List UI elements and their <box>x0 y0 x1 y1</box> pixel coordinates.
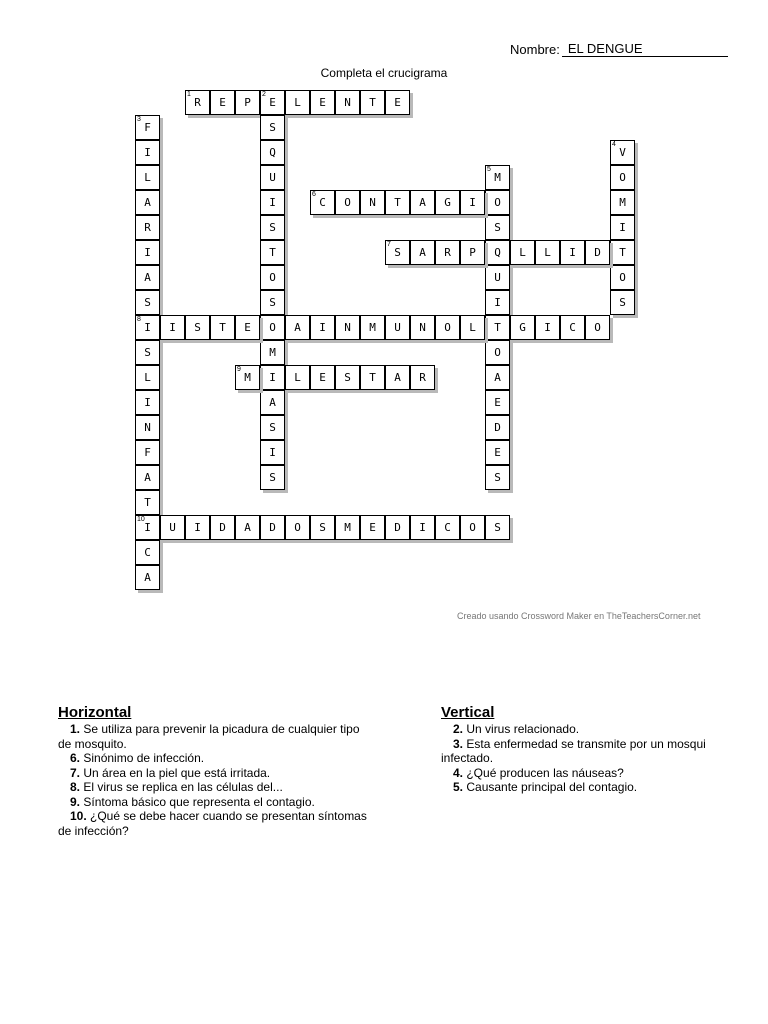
crossword-cell[interactable] <box>610 215 635 240</box>
cell-letter: N <box>144 421 151 434</box>
cell-letter: O <box>494 346 501 359</box>
crossword-cell[interactable] <box>410 315 435 340</box>
cell-letter: A <box>494 371 501 384</box>
cell-letter: N <box>344 321 351 334</box>
crossword-cell[interactable] <box>460 515 485 540</box>
clue-item <box>441 722 761 737</box>
cell-letter: I <box>169 321 176 334</box>
crossword-cell[interactable] <box>485 265 510 290</box>
clue-text: ¿Qué producen las náuseas? <box>463 765 624 780</box>
crossword-cell[interactable] <box>360 515 385 540</box>
cell-letter: L <box>144 171 151 184</box>
cell-letter: I <box>144 246 151 259</box>
cell-letter: P <box>469 246 476 259</box>
crossword-cell[interactable] <box>610 140 635 165</box>
crossword-cell[interactable] <box>385 90 410 115</box>
cell-letter: D <box>219 521 226 534</box>
cell-letter: A <box>294 321 301 334</box>
crossword-cell[interactable] <box>335 90 360 115</box>
clue-number: 6. <box>70 751 81 765</box>
cell-letter: Q <box>494 246 501 259</box>
clue-number: 1. <box>70 722 81 736</box>
crossword-cell[interactable] <box>360 365 385 390</box>
clue-item <box>58 780 388 795</box>
cell-letter: S <box>394 246 401 259</box>
cell-letter: A <box>144 471 151 484</box>
cell-letter: U <box>394 321 401 334</box>
horizontal-clues <box>58 704 388 838</box>
cell-letter: G <box>444 196 451 209</box>
cell-letter: R <box>194 96 201 109</box>
cell-letter: T <box>369 96 376 109</box>
crossword-cell[interactable] <box>435 315 460 340</box>
clue-text: Síntoma básico que representa el contagio. <box>80 794 315 809</box>
clue-text: ¿Qué se debe hacer cuando se presentan síntomas <box>86 809 367 823</box>
cell-letter: T <box>219 321 226 334</box>
cell-letter: O <box>344 196 351 209</box>
cell-letter: A <box>244 521 251 534</box>
cell-letter: I <box>144 146 151 159</box>
crossword-cell[interactable] <box>485 315 510 340</box>
clue-item <box>58 722 388 737</box>
cell-letter: I <box>619 221 626 234</box>
cell-letter: R <box>144 221 151 234</box>
cell-letter: E <box>319 96 326 109</box>
crossword-cell[interactable] <box>135 315 160 340</box>
crossword-cell[interactable] <box>135 215 160 240</box>
cell-letter: M <box>619 196 626 209</box>
cell-letter: T <box>144 496 151 509</box>
crossword-cell[interactable] <box>460 190 485 215</box>
cell-letter: N <box>369 196 376 209</box>
cell-number: 3 <box>137 116 141 123</box>
cell-letter: E <box>244 321 251 334</box>
clue-text: Se utiliza para prevenir la picadura de cualquier tipo <box>80 722 360 736</box>
crossword-cell[interactable] <box>135 365 160 390</box>
crossword-cell[interactable] <box>410 515 435 540</box>
clue-number: 5. <box>453 780 464 794</box>
cell-letter: I <box>469 196 476 209</box>
credit-text: Creado usando Crossword Maker en TheTeachersCorner.net <box>457 611 701 621</box>
crossword-cell[interactable] <box>485 215 510 240</box>
clue-item <box>441 737 761 752</box>
clue-item <box>58 751 388 766</box>
cell-letter: M <box>369 321 376 334</box>
clue-item <box>441 766 761 781</box>
crossword-cell[interactable] <box>260 140 285 165</box>
crossword-cell[interactable] <box>310 315 335 340</box>
cell-number: 5 <box>487 166 491 173</box>
crossword-cell[interactable] <box>260 365 285 390</box>
crossword-cell[interactable] <box>135 340 160 365</box>
crossword-cell[interactable] <box>160 315 185 340</box>
crossword-cell[interactable] <box>535 240 560 265</box>
vertical-heading: Vertical <box>441 704 495 721</box>
crossword-cell[interactable] <box>285 90 310 115</box>
crossword-cell[interactable] <box>410 240 435 265</box>
crossword-cell[interactable] <box>510 315 535 340</box>
clue-item <box>58 809 388 824</box>
crossword-cell[interactable] <box>260 215 285 240</box>
crossword-cell[interactable] <box>510 240 535 265</box>
vertical-clues <box>441 704 761 795</box>
cell-letter: L <box>294 96 301 109</box>
cell-letter: S <box>319 521 326 534</box>
crossword-cell[interactable] <box>260 390 285 415</box>
clue-number: 10. <box>70 809 87 823</box>
crossword-cell[interactable] <box>560 315 585 340</box>
cell-letter: O <box>594 321 601 334</box>
crossword-cell[interactable] <box>485 415 510 440</box>
name-row <box>510 42 728 57</box>
crossword-cell[interactable] <box>335 190 360 215</box>
crossword-cell[interactable] <box>585 240 610 265</box>
crossword-cell[interactable] <box>260 340 285 365</box>
cell-letter: I <box>494 296 501 309</box>
cell-letter: L <box>544 246 551 259</box>
clue-number: 7. <box>70 765 81 780</box>
cell-letter: D <box>494 421 501 434</box>
clue-text: Causante principal del contagio. <box>463 780 638 794</box>
crossword-cell[interactable] <box>135 515 160 540</box>
crossword-cell[interactable] <box>335 365 360 390</box>
crossword-cell[interactable] <box>210 515 235 540</box>
crossword-cell[interactable] <box>610 240 635 265</box>
cell-letter: I <box>144 321 151 334</box>
crossword-cell[interactable] <box>385 315 410 340</box>
cell-letter: O <box>269 271 276 284</box>
clue-number: 2. <box>453 722 464 736</box>
crossword-cell[interactable] <box>135 165 160 190</box>
crossword-cell[interactable] <box>135 440 160 465</box>
cell-letter: I <box>269 371 276 384</box>
cell-letter: R <box>419 371 426 384</box>
cell-letter: L <box>469 321 476 334</box>
crossword-cell[interactable] <box>485 440 510 465</box>
cell-letter: U <box>169 521 176 534</box>
crossword-cell[interactable] <box>485 365 510 390</box>
cell-letter: S <box>269 296 276 309</box>
crossword-cell[interactable] <box>135 415 160 440</box>
cell-letter: Q <box>269 146 276 159</box>
cell-letter: S <box>269 471 276 484</box>
cell-letter: S <box>269 421 276 434</box>
crossword-cell[interactable] <box>135 265 160 290</box>
cell-letter: A <box>144 196 151 209</box>
cell-letter: M <box>344 521 351 534</box>
crossword-cell[interactable] <box>385 240 410 265</box>
crossword-cell[interactable] <box>235 365 260 390</box>
cell-letter: S <box>194 321 201 334</box>
crossword-cell[interactable] <box>335 315 360 340</box>
crossword-cell[interactable] <box>135 115 160 140</box>
cell-letter: S <box>269 221 276 234</box>
cell-letter: I <box>269 196 276 209</box>
crossword-cell[interactable] <box>385 365 410 390</box>
cell-letter: S <box>269 121 276 134</box>
clue-text: El virus se replica en las células del... <box>80 780 283 794</box>
cell-letter: C <box>319 196 326 209</box>
crossword-cell[interactable] <box>485 515 510 540</box>
cell-letter: O <box>294 521 301 534</box>
cell-number: 10 <box>137 516 145 523</box>
cell-letter: A <box>144 571 151 584</box>
clue-number: 8. <box>70 780 81 794</box>
cell-letter: A <box>419 246 426 259</box>
cell-letter: O <box>444 321 451 334</box>
cell-letter: M <box>244 371 251 384</box>
cell-letter: M <box>494 171 501 184</box>
cell-letter: E <box>269 96 276 109</box>
cell-letter: T <box>269 246 276 259</box>
cell-letter: N <box>419 321 426 334</box>
crossword-cell[interactable] <box>135 390 160 415</box>
cell-letter: R <box>444 246 451 259</box>
crossword-cell[interactable] <box>460 315 485 340</box>
cell-letter: E <box>494 446 501 459</box>
cell-number: 1 <box>187 91 191 98</box>
cell-letter: U <box>269 171 276 184</box>
cell-letter: I <box>569 246 576 259</box>
crossword-cell[interactable] <box>360 90 385 115</box>
cell-letter: U <box>494 271 501 284</box>
cell-number: 7 <box>387 241 391 248</box>
crossword-cell[interactable] <box>285 515 310 540</box>
cell-letter: E <box>319 371 326 384</box>
cell-letter: T <box>619 246 626 259</box>
crossword-cell[interactable] <box>410 190 435 215</box>
cell-letter: S <box>494 521 501 534</box>
crossword-cell[interactable] <box>260 190 285 215</box>
clue-text: Un área en la piel que está irritada. <box>80 765 271 780</box>
crossword-cell[interactable] <box>185 515 210 540</box>
crossword-cell[interactable] <box>260 465 285 490</box>
cell-letter: S <box>619 296 626 309</box>
crossword-cell[interactable] <box>260 440 285 465</box>
clue-item <box>58 795 388 810</box>
crossword-cell[interactable] <box>310 515 335 540</box>
crossword-cell[interactable] <box>285 315 310 340</box>
cell-letter: C <box>444 521 451 534</box>
cell-letter: N <box>344 96 351 109</box>
cell-letter: I <box>144 396 151 409</box>
cell-letter: O <box>494 196 501 209</box>
cell-letter: T <box>394 196 401 209</box>
crossword-cell[interactable] <box>560 240 585 265</box>
cell-letter: P <box>244 96 251 109</box>
crossword-cell[interactable] <box>485 465 510 490</box>
cell-letter: V <box>619 146 626 159</box>
clue-text: Sinónimo de infección. <box>80 751 205 765</box>
crossword-cell[interactable] <box>610 165 635 190</box>
cell-letter: L <box>519 246 526 259</box>
cell-letter: S <box>144 346 151 359</box>
clue-item <box>58 766 388 781</box>
cell-number: 6 <box>312 191 316 198</box>
crossword-cell[interactable] <box>260 315 285 340</box>
cell-letter: T <box>369 371 376 384</box>
cell-letter: O <box>619 271 626 284</box>
cell-letter: C <box>144 546 151 559</box>
cell-number: 9 <box>237 366 241 373</box>
cell-letter: F <box>144 446 151 459</box>
crossword-cell[interactable] <box>535 315 560 340</box>
crossword-cell[interactable] <box>160 515 185 540</box>
clue-number: 4. <box>453 765 464 780</box>
crossword-cell[interactable] <box>485 390 510 415</box>
cell-number: 8 <box>137 316 141 323</box>
crossword-cell[interactable] <box>260 90 285 115</box>
cell-letter: I <box>319 321 326 334</box>
crossword-cell[interactable] <box>185 90 210 115</box>
crossword-cell[interactable] <box>435 515 460 540</box>
cell-letter: G <box>519 321 526 334</box>
crossword-cell[interactable] <box>135 565 160 590</box>
crossword-cell[interactable] <box>135 140 160 165</box>
cell-letter: L <box>294 371 301 384</box>
crossword-cell[interactable] <box>310 190 335 215</box>
cell-letter: F <box>144 121 151 134</box>
clue-item <box>441 780 761 795</box>
cell-letter: I <box>144 521 151 534</box>
crossword-cell[interactable] <box>260 290 285 315</box>
crossword-cell[interactable] <box>435 190 460 215</box>
cell-letter: I <box>419 521 426 534</box>
crossword-cell[interactable] <box>235 315 260 340</box>
crossword-cell[interactable] <box>135 490 160 515</box>
crossword-cell[interactable] <box>260 415 285 440</box>
cell-number: 2 <box>262 91 266 98</box>
crossword-cell[interactable] <box>585 315 610 340</box>
crossword-cell[interactable] <box>360 190 385 215</box>
cell-number: 4 <box>612 141 616 148</box>
crossword-cell[interactable] <box>310 90 335 115</box>
cell-letter: S <box>344 371 351 384</box>
cell-letter: E <box>394 96 401 109</box>
clue-number: 9. <box>70 794 81 809</box>
cell-letter: M <box>269 346 276 359</box>
cell-letter: L <box>144 371 151 384</box>
crossword-cell[interactable] <box>310 365 335 390</box>
cell-letter: A <box>419 196 426 209</box>
crossword-cell[interactable] <box>235 515 260 540</box>
cell-letter: T <box>494 321 501 334</box>
cell-letter: E <box>219 96 226 109</box>
crossword-cell[interactable] <box>135 290 160 315</box>
clue-text-continued: infectado. <box>441 751 494 765</box>
crossword-cell[interactable] <box>485 190 510 215</box>
crossword-cell[interactable] <box>485 290 510 315</box>
cell-letter: A <box>269 396 276 409</box>
crossword-cell[interactable] <box>460 240 485 265</box>
crossword-cell[interactable] <box>335 515 360 540</box>
crossword-cell[interactable] <box>135 465 160 490</box>
clue-text: Esta enfermedad se transmite por un mosqui <box>463 736 706 751</box>
crossword-cell[interactable] <box>610 290 635 315</box>
crossword-cell[interactable] <box>210 315 235 340</box>
cell-letter: D <box>394 521 401 534</box>
crossword-cell[interactable] <box>210 90 235 115</box>
cell-letter: A <box>394 371 401 384</box>
crossword-cell[interactable] <box>260 115 285 140</box>
cell-letter: A <box>144 271 151 284</box>
cell-letter: S <box>144 296 151 309</box>
crossword-cell[interactable] <box>260 165 285 190</box>
cell-letter: I <box>269 446 276 459</box>
cell-letter: I <box>194 521 201 534</box>
crossword-cell[interactable] <box>235 90 260 115</box>
clue-text-continued: de infección? <box>58 823 129 838</box>
cell-letter: E <box>369 521 376 534</box>
page-title: Completa el crucigrama <box>320 66 448 80</box>
crossword-cell[interactable] <box>410 365 435 390</box>
crossword-cell[interactable] <box>135 240 160 265</box>
crossword-cell[interactable] <box>610 265 635 290</box>
cell-letter: I <box>544 321 551 334</box>
cell-letter: O <box>269 321 276 334</box>
cell-letter: E <box>494 396 501 409</box>
clue-number: 3. <box>453 736 464 751</box>
clue-text: Un virus relacionado. <box>463 722 580 736</box>
cell-letter: S <box>494 221 501 234</box>
cell-letter: C <box>569 321 576 334</box>
horizontal-heading: Horizontal <box>58 704 132 721</box>
crossword-cell[interactable] <box>260 265 285 290</box>
cell-letter: O <box>619 171 626 184</box>
crossword-cell[interactable] <box>285 365 310 390</box>
crossword-cell[interactable] <box>610 190 635 215</box>
crossword-cell[interactable] <box>385 190 410 215</box>
crossword-cell[interactable] <box>135 190 160 215</box>
cell-letter: D <box>269 521 276 534</box>
name-label: Nombre: <box>510 42 560 57</box>
crossword-cell[interactable] <box>185 315 210 340</box>
crossword-cell[interactable] <box>260 240 285 265</box>
crossword-cell[interactable] <box>485 165 510 190</box>
clue-text-continued: de mosquito. <box>58 736 127 751</box>
crossword-cell[interactable] <box>485 240 510 265</box>
crossword-cell[interactable] <box>435 240 460 265</box>
cell-letter: D <box>594 246 601 259</box>
cell-letter: S <box>494 471 501 484</box>
crossword-cell[interactable] <box>135 540 160 565</box>
crossword-cell[interactable] <box>260 515 285 540</box>
crossword-cell[interactable] <box>360 315 385 340</box>
crossword-cell[interactable] <box>385 515 410 540</box>
name-field[interactable]: EL DENGUE <box>562 42 728 57</box>
crossword-cell[interactable] <box>485 340 510 365</box>
cell-letter: O <box>469 521 476 534</box>
